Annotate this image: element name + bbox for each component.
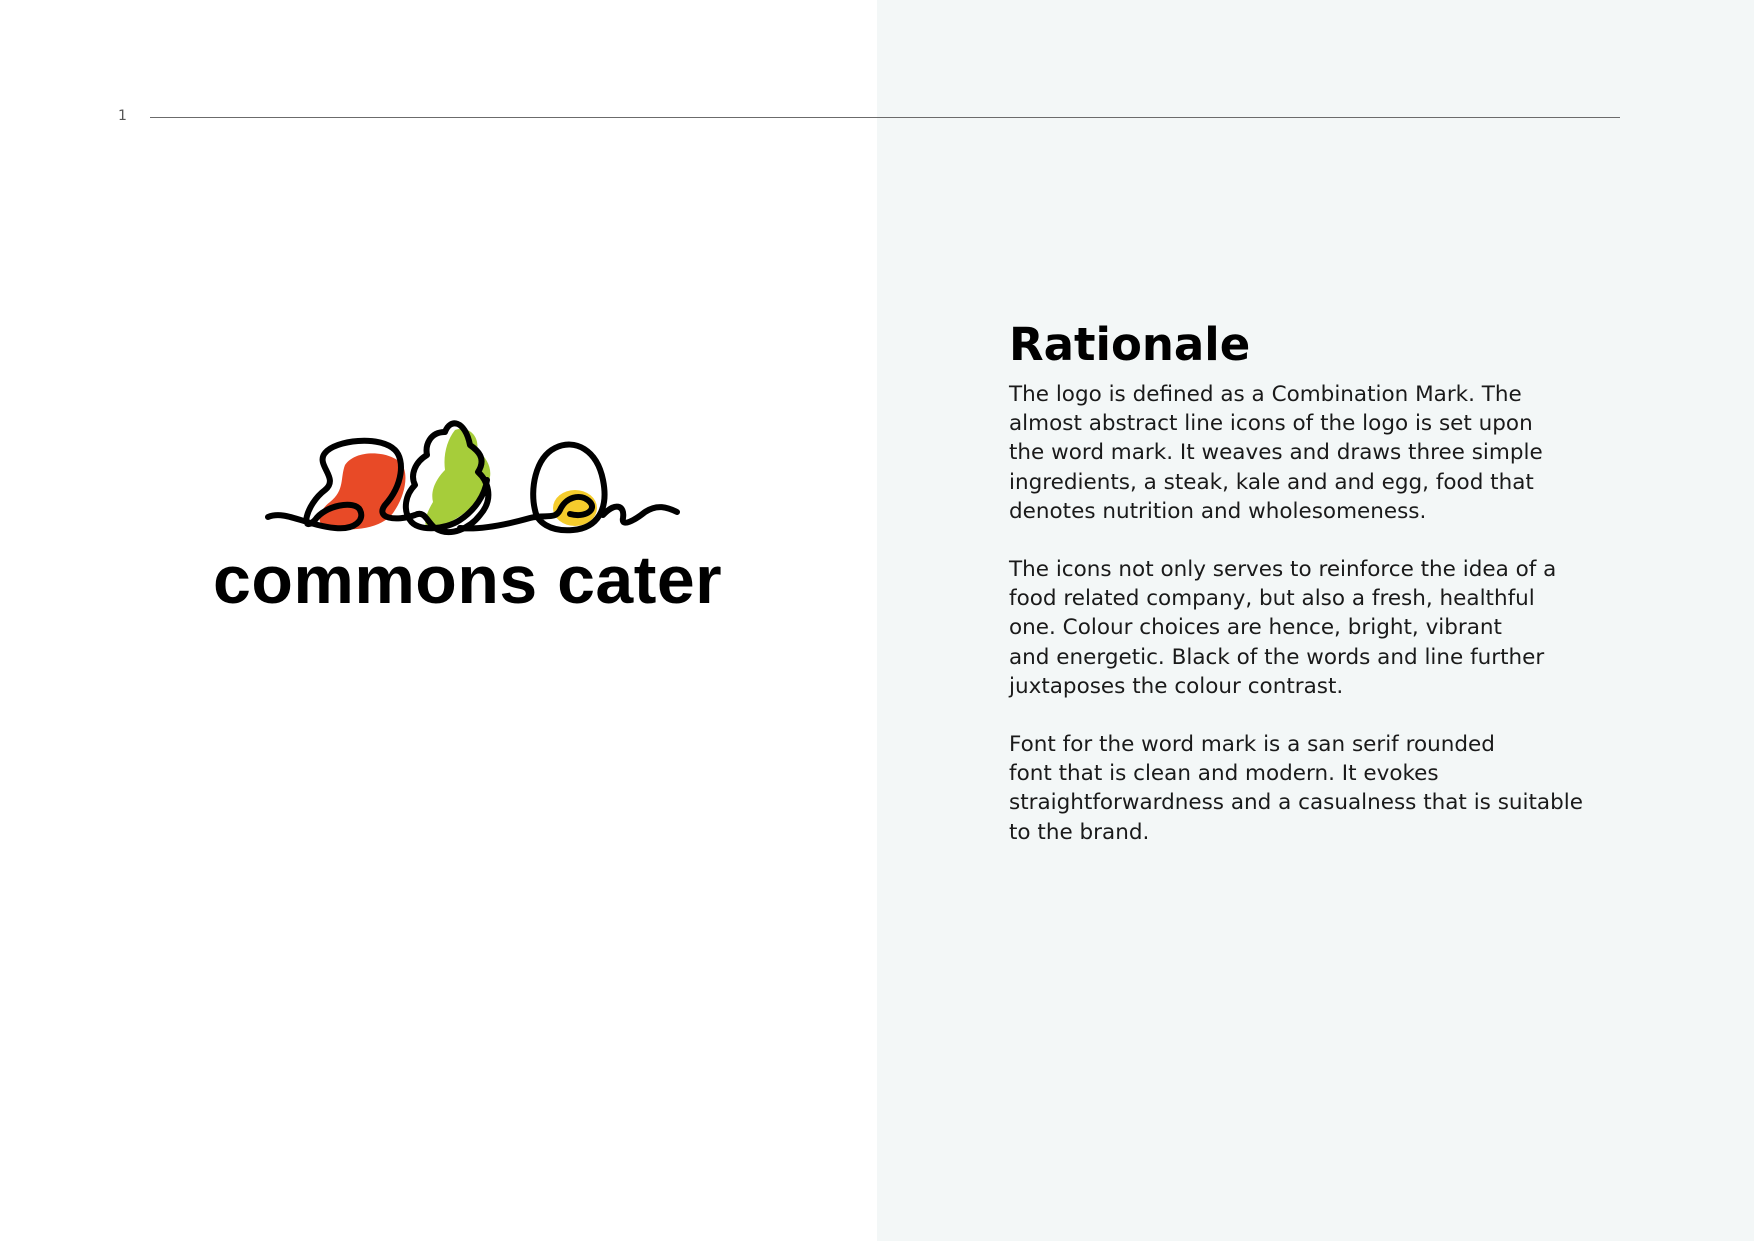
- rationale-paragraph-3: Font for the word mark is a san serif rounded font that is clean and modern. It evokes straightforwardness and a casualness that is suitable to the brand.: [1009, 732, 1583, 845]
- page-number: 1: [118, 108, 127, 124]
- header-rule: [150, 117, 1620, 118]
- rationale-paragraph-2: The icons not only serves to reinforce the idea of a food related company, but also a fresh, healthful one. Colour choices are hence, bright, vibrant and energetic. Black of the words and line further juxtaposes the colour contrast.: [1009, 557, 1557, 699]
- logo-wordmark: commons cater: [213, 542, 723, 618]
- rationale-title: Rationale: [1009, 318, 1251, 371]
- rationale-paragraph-1: The logo is defined as a Combination Mark. The almost abstract line icons of the logo is set upon the word mark. It weaves and draws three simple ingredients, a steak, kale and and egg, food that denotes nutrition and wholesomeness.: [1009, 382, 1543, 524]
- commons-cater-logo: [205, 410, 745, 620]
- rationale-section: [1009, 318, 1609, 876]
